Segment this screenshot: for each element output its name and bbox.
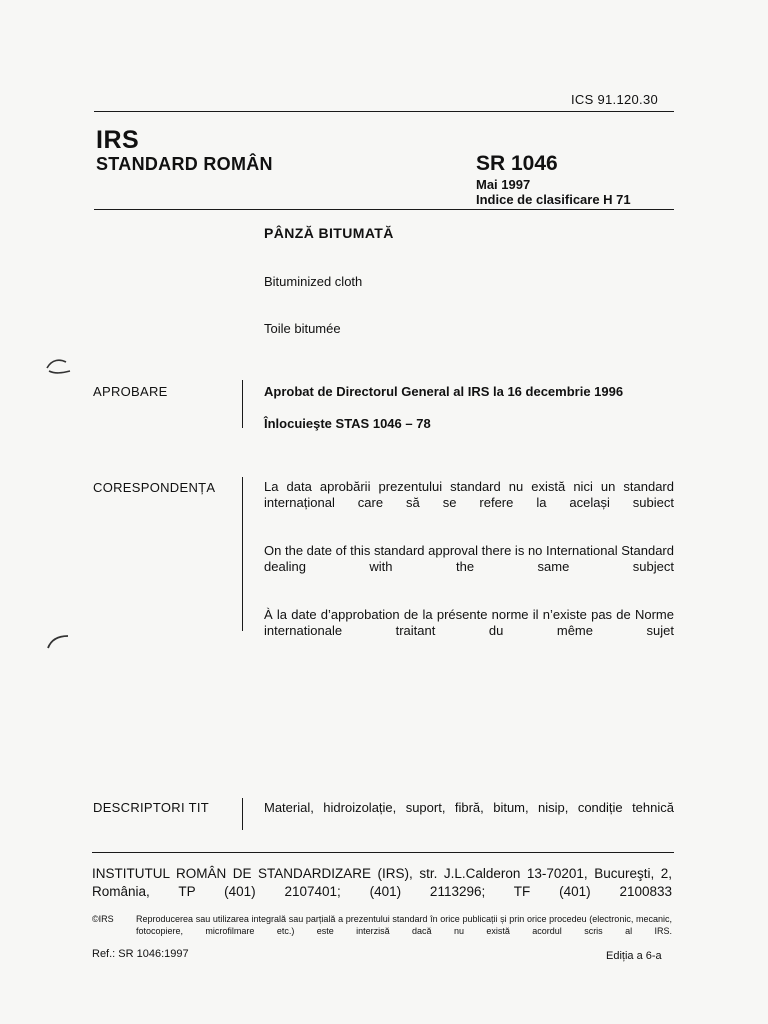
margin-mark-icon: [44, 356, 74, 378]
aprobare-divider: [242, 380, 243, 428]
corespondenta-ro: La data aprobării prezentului standard nu există nici un standard internațional care să se refere la același subiect: [264, 479, 674, 510]
corespondenta-fr: À la date d’approbation de la présente norme il n’existe pas de Norme internationale traitant du même sujet: [264, 607, 674, 638]
aprobare-replaces: Înlocuieşte STAS 1046 – 78: [264, 416, 431, 431]
descriptori-divider: [242, 798, 243, 830]
standard-number: SR 1046: [476, 152, 558, 175]
ics-code: ICS 91.120.30: [571, 92, 659, 107]
descriptori-label: DESCRIPTORI TIT: [93, 800, 209, 815]
margin-mark-icon: [44, 632, 72, 652]
header-top-rule: [94, 111, 674, 112]
aprobare-approved: Aprobat de Directorul General al IRS la 16 decembrie 1996: [264, 384, 624, 399]
aprobare-label: APROBARE: [93, 384, 168, 399]
institute-address: INSTITUTUL ROMÂN DE STANDARDIZARE (IRS), str. J.L.Calderon 13-70201, Bucureşti, 2, România, TP (401) 2107401; (401) 2113296; TF (401) 2100833: [92, 866, 672, 899]
corespondenta-en: On the date of this standard approval there is no International Standard dealing with the same subject: [264, 543, 674, 574]
org-short: IRS: [96, 126, 140, 154]
descriptori-text: Material, hidroizolație, suport, fibră, bitum, nisip, condiție tehnică: [264, 800, 674, 815]
title-french: Toile bitumée: [264, 321, 341, 336]
copyright-text: Reproducerea sau utilizarea integrală sau parțială a prezentului standard în orice publicații și prin orice procedeu (electronic, mecanic, fotocopiere, microfilmare etc.) este interzisă dacă nu există acordul scris al IRS.: [136, 914, 672, 936]
corespondenta-label: CORESPONDENȚA: [93, 480, 216, 495]
edition: Ediția a 6-a: [606, 950, 662, 962]
title-english: Bituminized cloth: [264, 274, 363, 289]
corespondenta-divider: [242, 477, 243, 631]
reference: Ref.: SR 1046:1997: [92, 948, 189, 960]
header-bottom-rule: [94, 209, 674, 210]
copyright-mark: ©IRS: [92, 914, 114, 924]
footer-rule: [92, 852, 674, 853]
classification-index: Indice de clasificare H 71: [476, 192, 631, 207]
standard-date: Mai 1997: [476, 177, 531, 192]
title-romanian: PÂNZĂ BITUMATĂ: [264, 225, 394, 241]
org-title: STANDARD ROMÂN: [96, 154, 273, 174]
